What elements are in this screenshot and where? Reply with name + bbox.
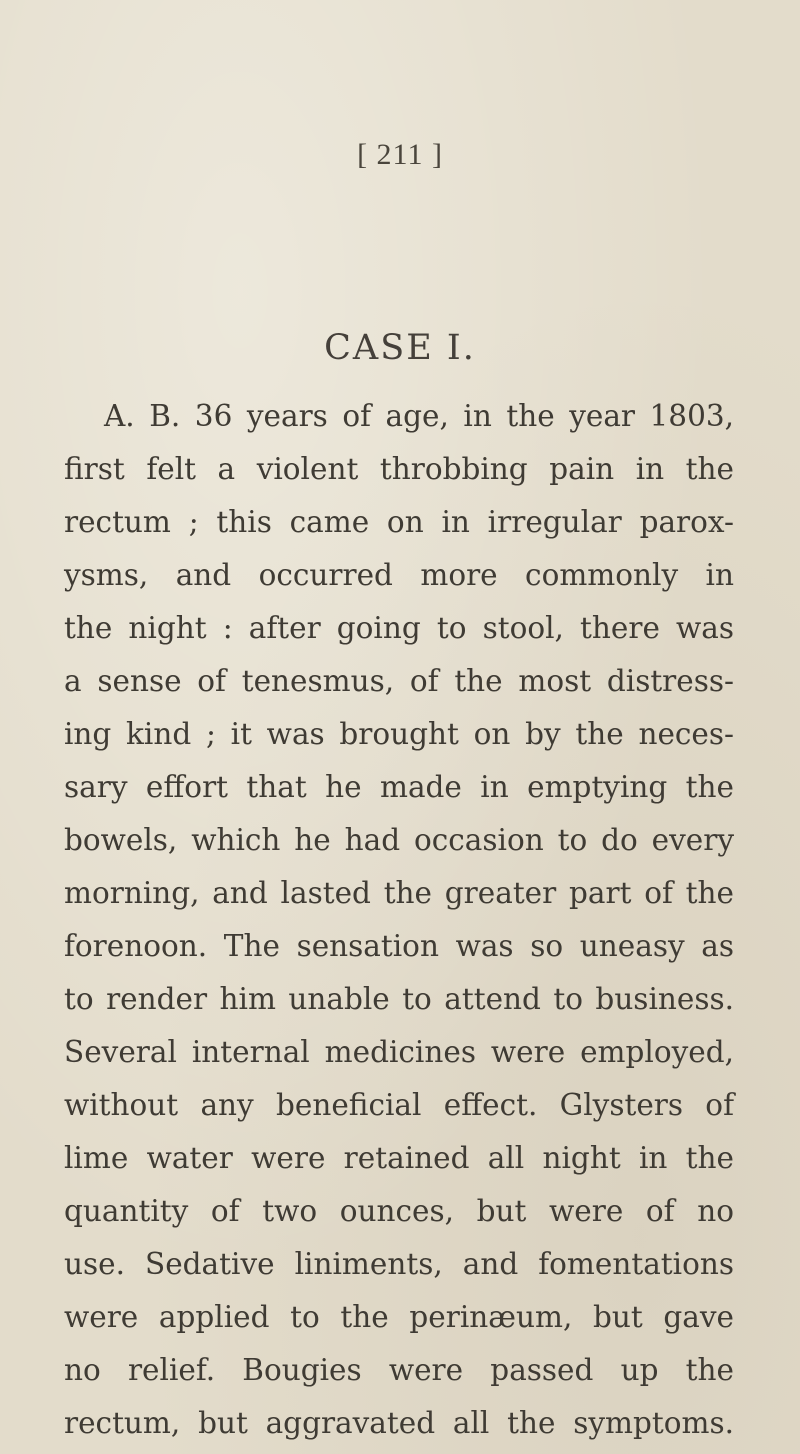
case-title: CASE I. bbox=[324, 328, 476, 368]
text-line: forenoon. The sensation was so uneasy as bbox=[64, 929, 734, 963]
text-line: the night : after going to stool, there was bbox=[64, 611, 734, 645]
text-line: Several internal medicines were employed, bbox=[64, 1035, 734, 1069]
text-line: A. B. 36 years of age, in the year 1803, bbox=[104, 399, 734, 433]
text-line: without any beneficial effect. Glysters of bbox=[64, 1088, 734, 1122]
text-line: use. Sedative liniments, and fomentations bbox=[64, 1247, 734, 1281]
text-line: no relief. Bougies were passed up the bbox=[64, 1353, 734, 1387]
text-line: were applied to the perinæum, but gave bbox=[64, 1300, 734, 1334]
text-line: quantity of two ounces, but were of no bbox=[64, 1194, 734, 1228]
text-line: ysms, and occurred more commonly in bbox=[64, 558, 734, 592]
text-line: rectum ; this came on in irregular parox- bbox=[64, 505, 734, 539]
body-paragraph bbox=[64, 390, 734, 1450]
text-line: a sense of tenesmus, of the most distress- bbox=[64, 664, 734, 698]
page-number: [ 211 ] bbox=[357, 138, 443, 171]
text-line: sary effort that he made in emptying the bbox=[64, 770, 734, 804]
text-line: morning, and lasted the greater part of the bbox=[64, 876, 734, 910]
text-line: ing kind ; it was brought on by the neces- bbox=[64, 717, 734, 751]
text-line: bowels, which he had occasion to do every bbox=[64, 823, 734, 857]
text-line: lime water were retained all night in the bbox=[64, 1141, 734, 1175]
text-line: first felt a violent throbbing pain in the bbox=[64, 452, 734, 486]
text-line: rectum, but aggravated all the symptoms. bbox=[64, 1406, 734, 1440]
text-line: to render him unable to attend to business. bbox=[64, 982, 734, 1016]
